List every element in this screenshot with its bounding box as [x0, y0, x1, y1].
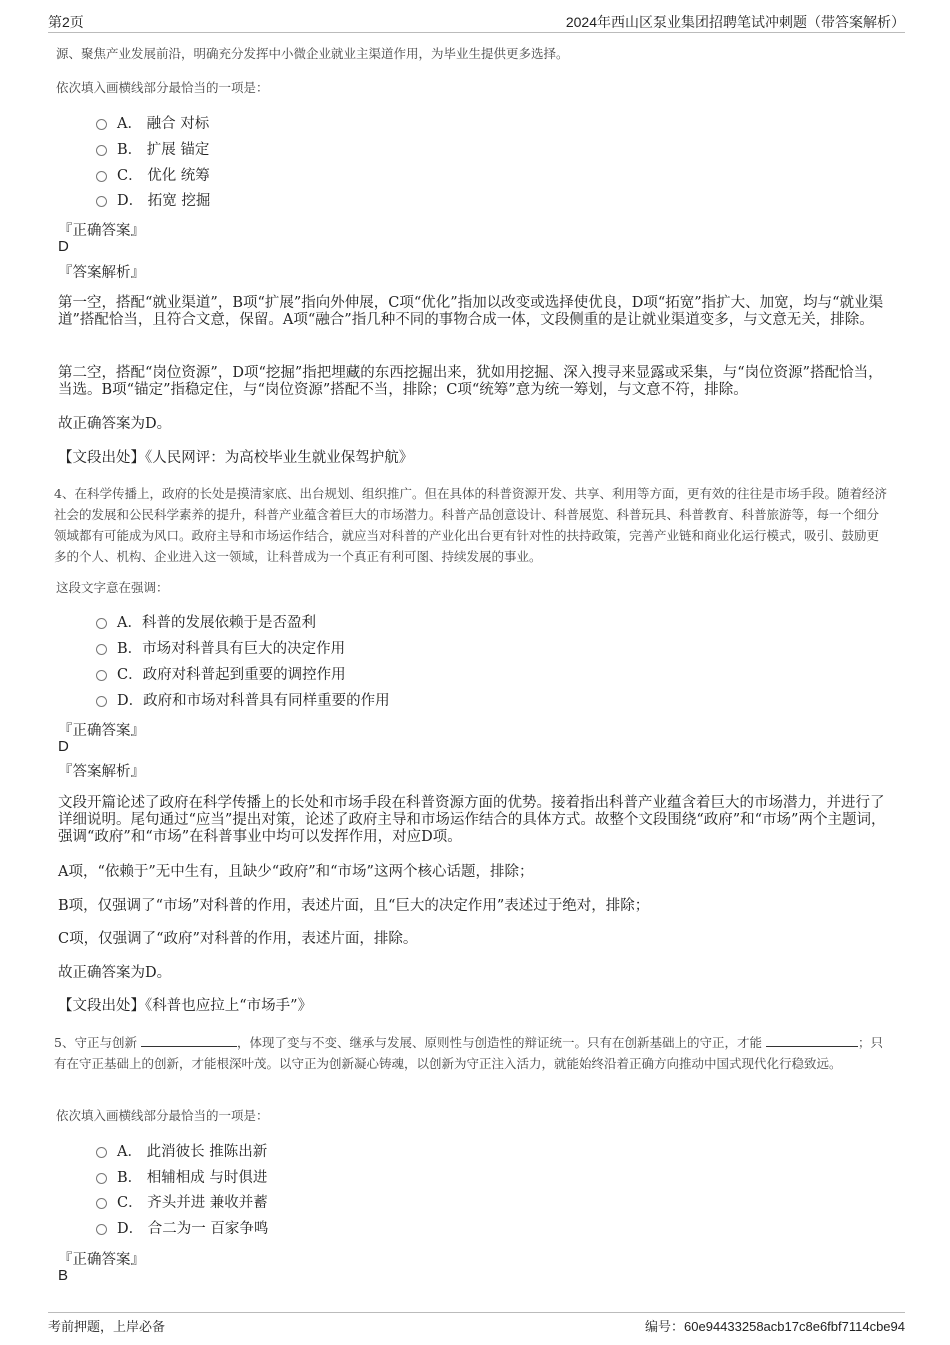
radio-icon[interactable]	[96, 145, 107, 156]
q4-analysis-label: 『答案解析』	[58, 764, 145, 780]
q5-stem: 5、守正与创新 ，体现了变与不变、继承与发展、原则性与创造性的辩证统一。只有在创新基础上的守正，才能 ；只有在守正基础上的创新，才能根深叶茂。以守正为创新凝心铸魂，以创新为守正注入活力，就能始终沿着正确方向推动中国式现代化行稳致远。	[54, 1035, 883, 1071]
q3-source: 【文段出处】《人民网评：为高校毕业生就业保驾护航》	[58, 450, 414, 466]
fill-blank-1	[141, 1034, 237, 1047]
radio-icon[interactable]	[96, 696, 107, 707]
q3-option-b[interactable]: B． 扩展 锚定	[96, 141, 209, 159]
radio-icon[interactable]	[96, 119, 107, 130]
q3-analysis-2: 第二空，搭配“岗位资源”，D项“挖掘”指把埋藏的东西挖掘出来，犹如用挖掘、深入搜寻来显露或采集，与“岗位资源”搭配恰当，当选。B项“锚定”指稳定住，与“岗位资源”搭配不当，排除；C项“统筹”意为统一筹划，与文意不符，排除。	[58, 365, 883, 398]
q3-answer: D	[58, 238, 69, 255]
fill-blank-2	[766, 1034, 858, 1047]
q5-prompt: 依次填入画横线部分最恰当的一项是：	[56, 1108, 269, 1123]
radio-icon[interactable]	[96, 196, 107, 207]
radio-icon[interactable]	[96, 171, 107, 182]
q4-prompt: 这段文字意在强调：	[56, 580, 169, 595]
page-header	[48, 12, 905, 33]
q3-analysis-label: 『答案解析』	[58, 265, 145, 281]
document-title: 2024年西山区泵业集团招聘笔试冲刺题（带答案解析）	[565, 14, 905, 30]
q4-analysis-5: 故正确答案为D。	[58, 965, 172, 981]
q3-option-a[interactable]: A． 融合 对标	[96, 115, 209, 133]
q4-option-c[interactable]: C．政府对科普起到重要的调控作用	[96, 666, 346, 684]
footer-slogan: 考前押题，上岸必备	[48, 1319, 166, 1334]
page-number: 第2页	[48, 14, 84, 30]
document-id: 编号：60e94433258acb17c8e6fbf7114cbe94	[645, 1319, 905, 1334]
q3-analysis-1: 第一空，搭配“就业渠道”，B项“扩展”指向外伸展，C项“优化”指加以改变或选择使优良，D项“拓宽”指扩大、加宽，均与“就业渠道”搭配恰当，且符合文意，保留。A项“融合”指几种不同的事物合成一体，文段侧重的是让就业渠道变多，与文意无关，排除。	[58, 295, 884, 328]
q4-analysis-4: C项，仅强调了“政府”对科普的作用，表述片面，排除。	[58, 931, 418, 947]
radio-icon[interactable]	[96, 1224, 107, 1235]
q3-stem-tail: 源、聚焦产业发展前沿，明确充分发挥中小微企业就业主渠道作用，为毕业生提供更多选择。	[56, 46, 569, 61]
q4-analysis-1: 文段开篇论述了政府在科学传播上的长处和市场手段在科普资源方面的优势。接着指出科普产业蕴含着巨大的市场潜力，并进行了详细说明。尾句通过“应当”提出对策，论述了政府主导和市场运作结合的具体方式。故整个文段围绕“政府”和“市场”两个主题词，强调“政府”和“市场”在科普事业中均可以发挥作用，对应D项。	[58, 795, 886, 845]
q4-option-d[interactable]: D．政府和市场对科普具有同样重要的作用	[96, 692, 390, 710]
q5-answer-label: 『正确答案』	[58, 1252, 145, 1268]
q5-option-b[interactable]: B． 相辅相成 与时俱进	[96, 1169, 267, 1187]
q3-prompt: 依次填入画横线部分最恰当的一项是：	[56, 80, 269, 95]
radio-icon[interactable]	[96, 618, 107, 629]
q4-option-a[interactable]: A．科普的发展依赖于是否盈利	[96, 614, 316, 632]
q3-option-c[interactable]: C． 优化 统筹	[96, 167, 210, 185]
q5-answer: B	[58, 1267, 69, 1284]
q4-answer: D	[58, 738, 69, 755]
radio-icon[interactable]	[96, 644, 107, 655]
q4-analysis-3: B项，仅强调了“市场”对科普的作用，表述片面，且“巨大的决定作用”表述过于绝对，排除；	[58, 898, 650, 914]
q3-analysis-3: 故正确答案为D。	[58, 416, 172, 432]
q5-option-d[interactable]: D． 合二为一 百家争鸣	[96, 1220, 268, 1238]
radio-icon[interactable]	[96, 670, 107, 681]
q5-option-c[interactable]: C． 齐头并进 兼收并蓄	[96, 1194, 268, 1212]
radio-icon[interactable]	[96, 1198, 107, 1209]
radio-icon[interactable]	[96, 1173, 107, 1184]
q4-option-b[interactable]: B．市场对科普具有巨大的决定作用	[96, 640, 345, 658]
page-footer	[48, 1312, 905, 1340]
radio-icon[interactable]	[96, 1147, 107, 1158]
q4-source: 【文段出处】《科普也应拉上“市场手”》	[58, 998, 313, 1014]
q4-answer-label: 『正确答案』	[58, 723, 145, 739]
q4-stem: 4、在科学传播上，政府的长处是摸清家底、出台规划、组织推广。但在具体的科普资源开发、共享、利用等方面，更有效的往往是市场手段。随着经济社会的发展和公民科学素养的提升，科普产业蕴含着巨大的市场潜力。科普产品创意设计、科普展览、科普玩具、科普教育、科普旅游等，每一个细分领域都有可能成为风口。政府主导和市场运作结合，就应当对科普的产业化出台更有针对性的扶持政策，完善产业链和商业化运行模式，吸引、鼓励更多的个人、机构、企业进入这一领域，让科普成为一个真正有利可图、持续发展的事业。	[54, 486, 887, 564]
q3-option-d[interactable]: D． 拓宽 挖掘	[96, 192, 210, 210]
q3-answer-label: 『正确答案』	[58, 223, 145, 239]
q4-analysis-2: A项，“依赖于”无中生有，且缺少“政府”和“市场”这两个核心话题，排除；	[58, 864, 534, 880]
q5-option-a[interactable]: A． 此消彼长 推陈出新	[96, 1143, 267, 1161]
